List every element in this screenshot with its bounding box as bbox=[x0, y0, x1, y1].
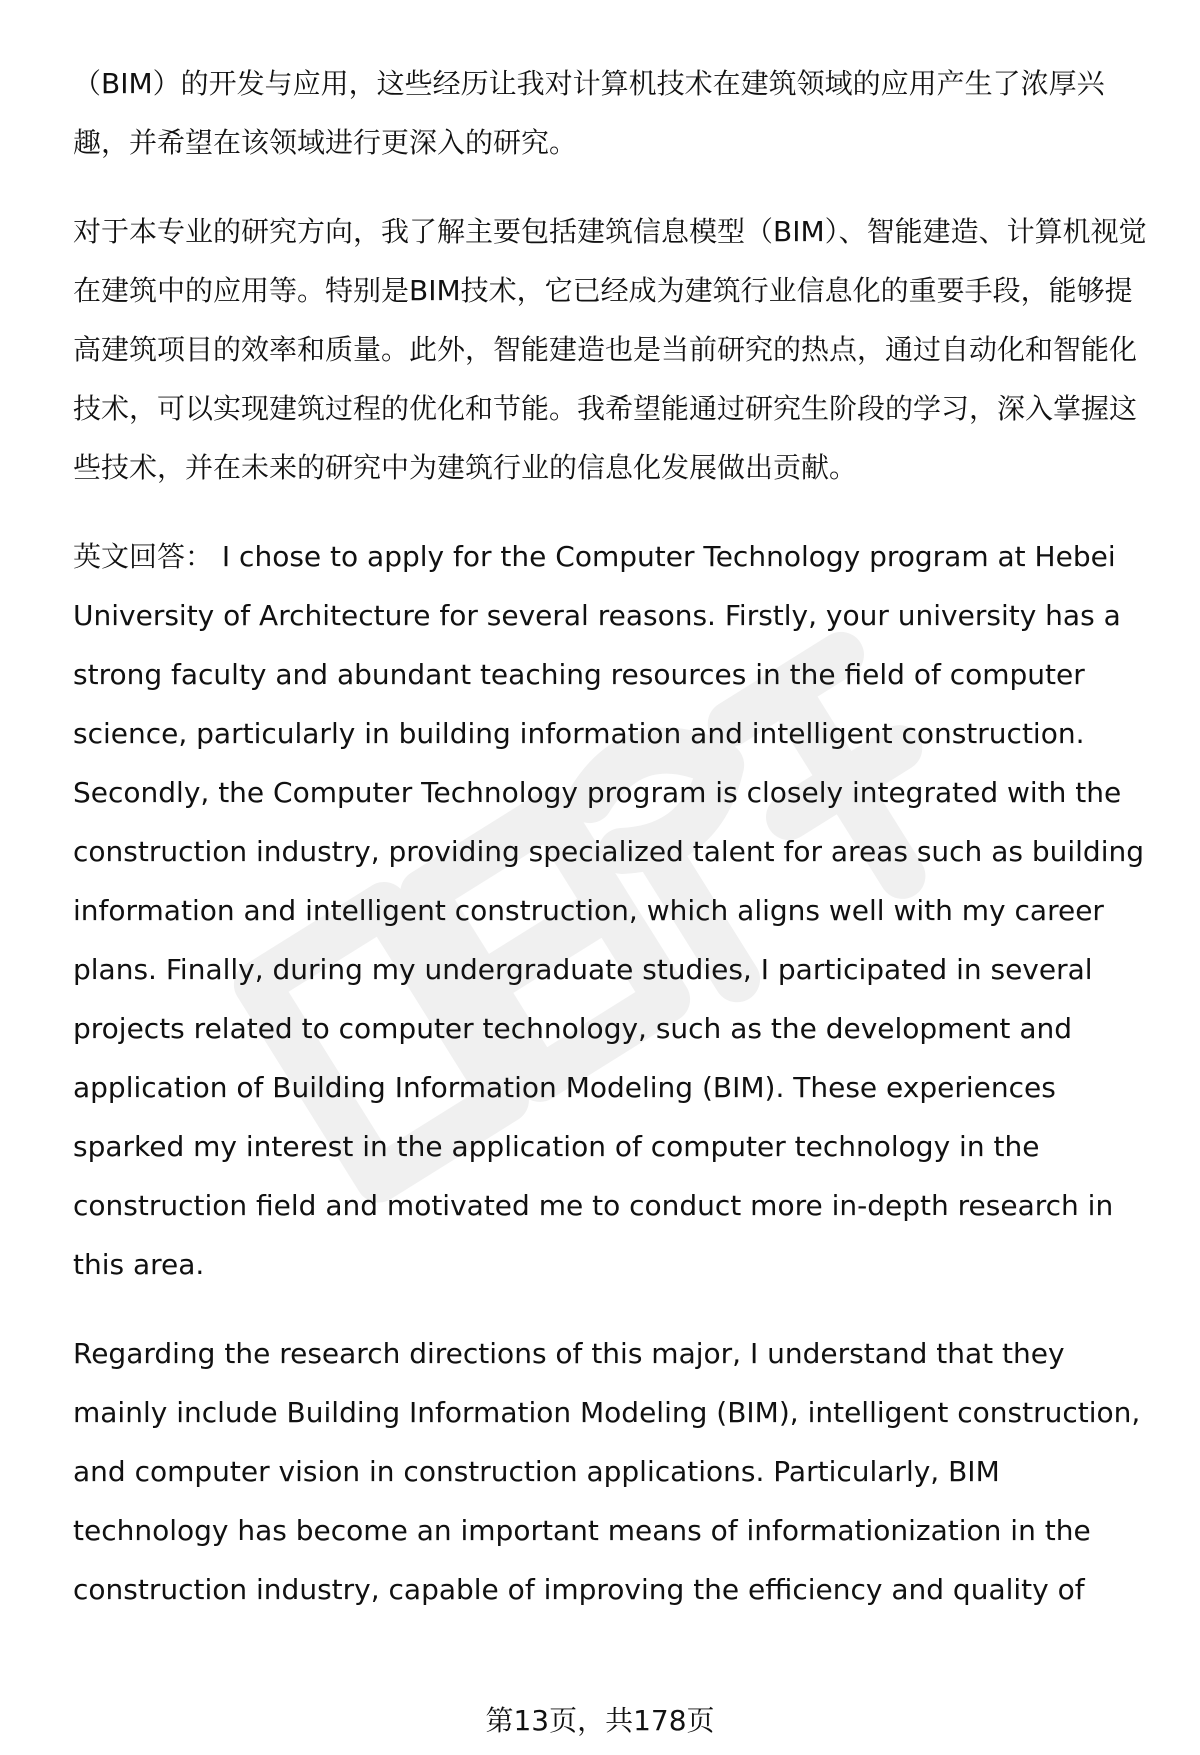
document-body bbox=[73, 54, 1153, 1619]
paragraph-research-direction-en: Regarding the research directions of this major, I understand that they mainly include Building Information Modeling (BIM), intelligent construction, and computer vision in construction applications. Particularly, BIM technology has become an important means of informationization in the construction industry, capable of improving the efficiency and quality of bbox=[73, 1337, 1141, 1606]
paragraph-research-direction-cn: 对于本专业的研究方向，我了解主要包括建筑信息模型（BIM）、智能建造、计算机视觉在建筑中的应用等。特别是BIM技术，它已经成为建筑行业信息化的重要手段，能够提高建筑项目的效率和质量。此外，智能建造也是当前研究的热点，通过自动化和智能化技术，可以实现建筑过程的优化和节能。我希望能通过研究生阶段的学习，深入掌握这些技术，并在未来的研究中为建筑行业的信息化发展做出贡献。 bbox=[73, 215, 1147, 484]
paragraph-bim-interest: （BIM）的开发与应用，这些经历让我对计算机技术在建筑领域的应用产生了浓厚兴趣，并希望在该领域进行更深入的研究。 bbox=[73, 67, 1105, 159]
page-number-footer: 第13页，共178页 bbox=[485, 1704, 715, 1737]
paragraph-english-answer: 英文回答： I chose to apply for the Computer Technology program at Hebei University of Architecture for several reasons. Firstly, your university has a strong faculty and abundant teaching resources in the field of computer science, particularly in building information and intelligent construction. Secondly, the Computer Technology program is closely integrated with the construction industry, providing specialized talent for areas such as building information and intelligent construction, which aligns well with my career plans. Finally, during my undergraduate studies, I participated in several projects related to computer technology, such as the development and application of Building Information Modeling (BIM). These experiences sparked my interest in the application of computer technology in the construction field and motivated me to conduct more in-depth research in this area. bbox=[73, 540, 1144, 1281]
